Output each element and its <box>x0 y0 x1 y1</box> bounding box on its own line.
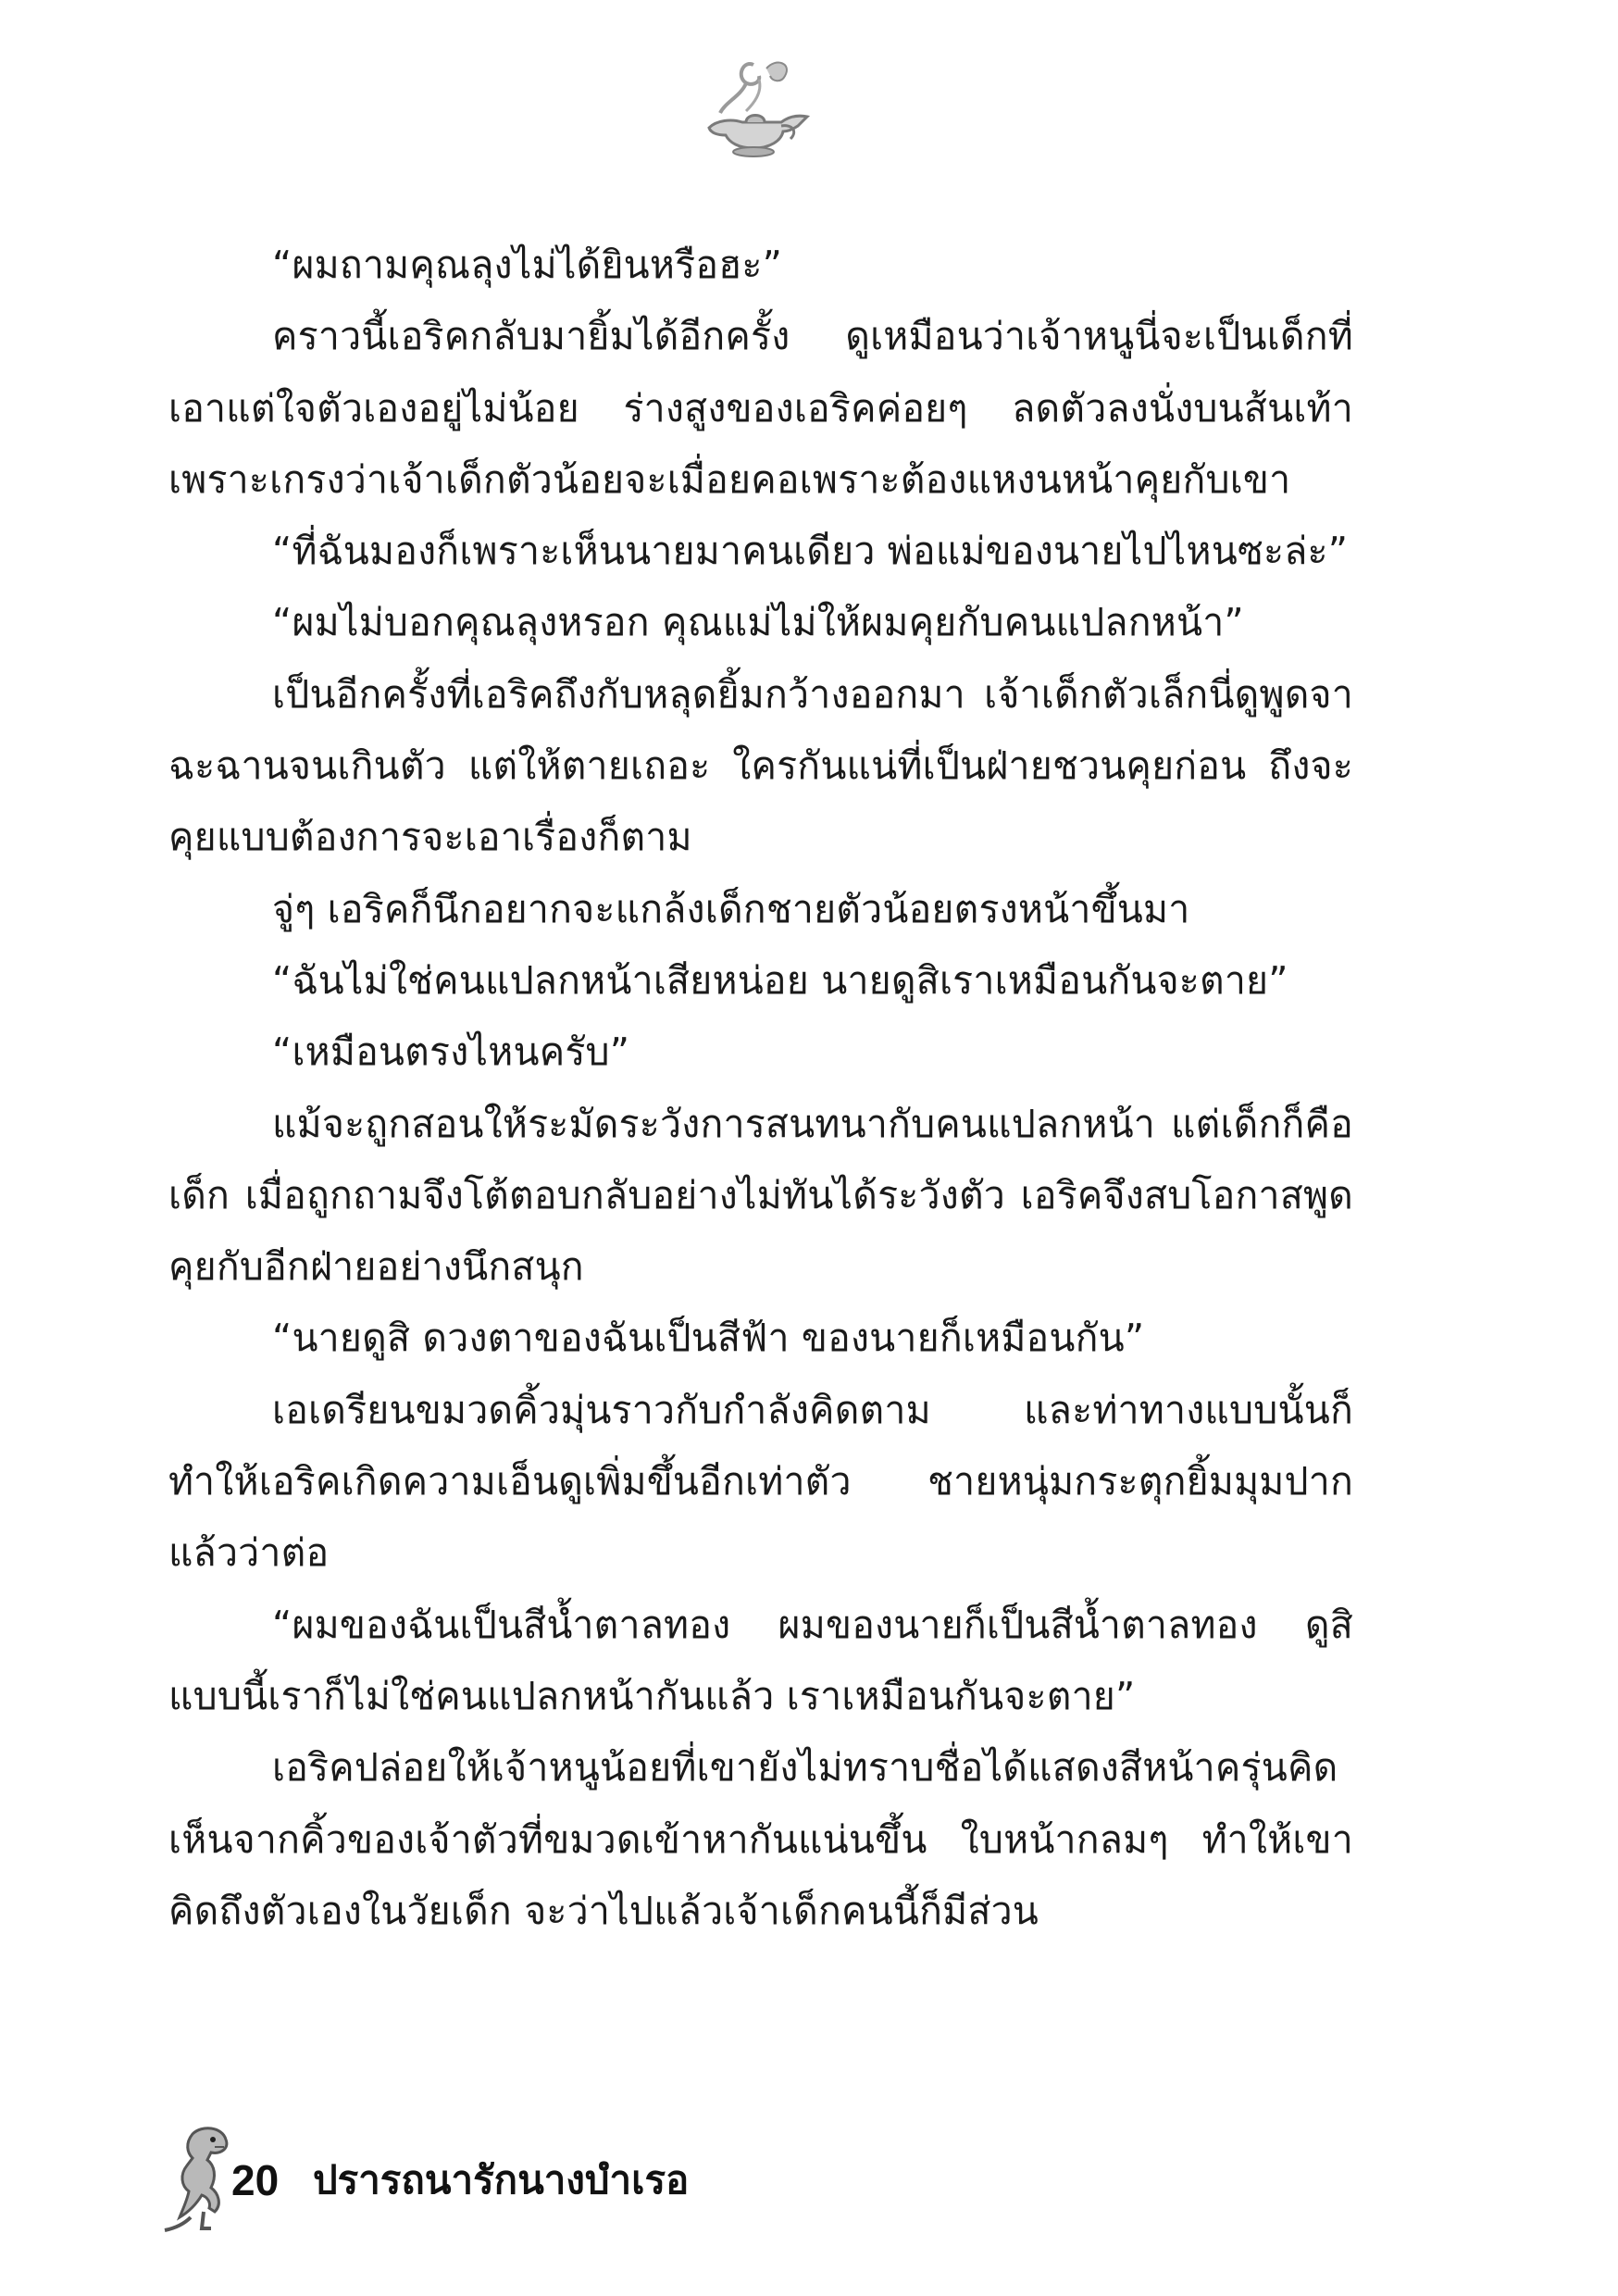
paragraph: “ผมถามคุณลุงไม่ได้ยินหรือฮะ” <box>272 243 783 287</box>
paragraph: “ฉันไม่ใช่คนแปลกหน้าเสียหน่อย นายดูสิเราเหมือนกันจะตาย” <box>272 957 1288 1003</box>
body-text <box>168 230 1353 1947</box>
paragraph: “นายดูสิ ดวงตาของฉันเป็นสีฟ้า ของนายก็เหมือนกัน” <box>272 1316 1145 1361</box>
paragraph: เอเดรียนขมวดคิ้วมุ่นราวกับกำลังคิดตาม และท่าทางแบบนั้นก็ทำให้เอริคเกิดความเอ็นดูเพิ่มขึ้นอีกเท่าตัว ชายหนุ่มกระตุกยิ้มมุมปากแล้วว่าต่อ <box>168 1387 1353 1576</box>
paragraph: “เหมือนตรงไหนครับ” <box>272 1029 630 1075</box>
paragraph: แม้จะถูกสอนให้ระมัดระวังการสนทนากับคนแปลกหน้า แต่เด็กก็คือเด็ก เมื่อถูกถามจึงโต้ตอบกลับอย่างไม่ทันได้ระวังตัว เอริคจึงสบโอกาสพูดคุยกับอีกฝ่ายอย่างนึกสนุก <box>168 1101 1353 1290</box>
paragraph: เอริคปล่อยให้เจ้าหนูน้อยที่เขายังไม่ทราบชื่อได้แสดงสีหน้าครุ่นคิด เห็นจากคิ้วของเจ้าตัวที่ขมวดเข้าหากันแน่นขึ้น ใบหน้ากลมๆ ทำให้เขาคิดถึงตัวเองในวัยเด็ก จะว่าไปแล้วเจ้าเด็กคนนี้ก็มีส่วน <box>168 1745 1353 1933</box>
paragraph: “ที่ฉันมองก็เพราะเห็นนายมาคนเดียว พ่อแม่ของนายไปไหนซะล่ะ” <box>272 529 1349 574</box>
book-title: ปรารถนารักนางบำเรอ <box>313 2157 690 2202</box>
lamp-fairy-ornament-icon <box>689 56 818 167</box>
paragraph: จู่ๆ เอริคก็นึกอยากจะแกล้งเด็กชายตัวน้อยตรงหน้าขึ้นมา <box>272 886 1190 931</box>
page-footer <box>156 2115 989 2245</box>
paragraph: คราวนี้เอริคกลับมายิ้มได้อีกครั้ง ดูเหมือนว่าเจ้าหนูนี่จะเป็นเด็กที่เอาแต่ใจตัวเองอยู่ไม่น้อย ร่างสูงของเอริคค่อยๆ ลดตัวลงนั่งบนส้นเท้า เพราะเกรงว่าเจ้าเด็กตัวน้อยจะเมื่อยคอเพราะต้องแหงนหน้าคุยกับเขา <box>168 314 1353 502</box>
paragraph: “ผมไม่บอกคุณลุงหรอก คุณแม่ไม่ให้ผมคุยกับคนแปลกหน้า” <box>272 600 1244 645</box>
paragraph: เป็นอีกครั้งที่เอริคถึงกับหลุดยิ้มกว้างออกมา เจ้าเด็กตัวเล็กนี่ดูพูดจาฉะฉานจนเกินตัว แต่ให้ตายเถอะ ใครกันแน่ที่เป็นฝ่ายชวนคุยก่อน ถึงจะคุยแบบต้องการจะเอาเรื่องก็ตาม <box>168 671 1353 860</box>
page-number: 20 <box>231 2156 280 2204</box>
paragraph: “ผมของฉันเป็นสีน้ำตาลทอง ผมของนายก็เป็นสีน้ำตาลทอง ดูสิแบบนี้เราก็ไม่ใช่คนแปลกหน้ากันแล้ว เราเหมือนกันจะตาย” <box>168 1602 1353 1718</box>
